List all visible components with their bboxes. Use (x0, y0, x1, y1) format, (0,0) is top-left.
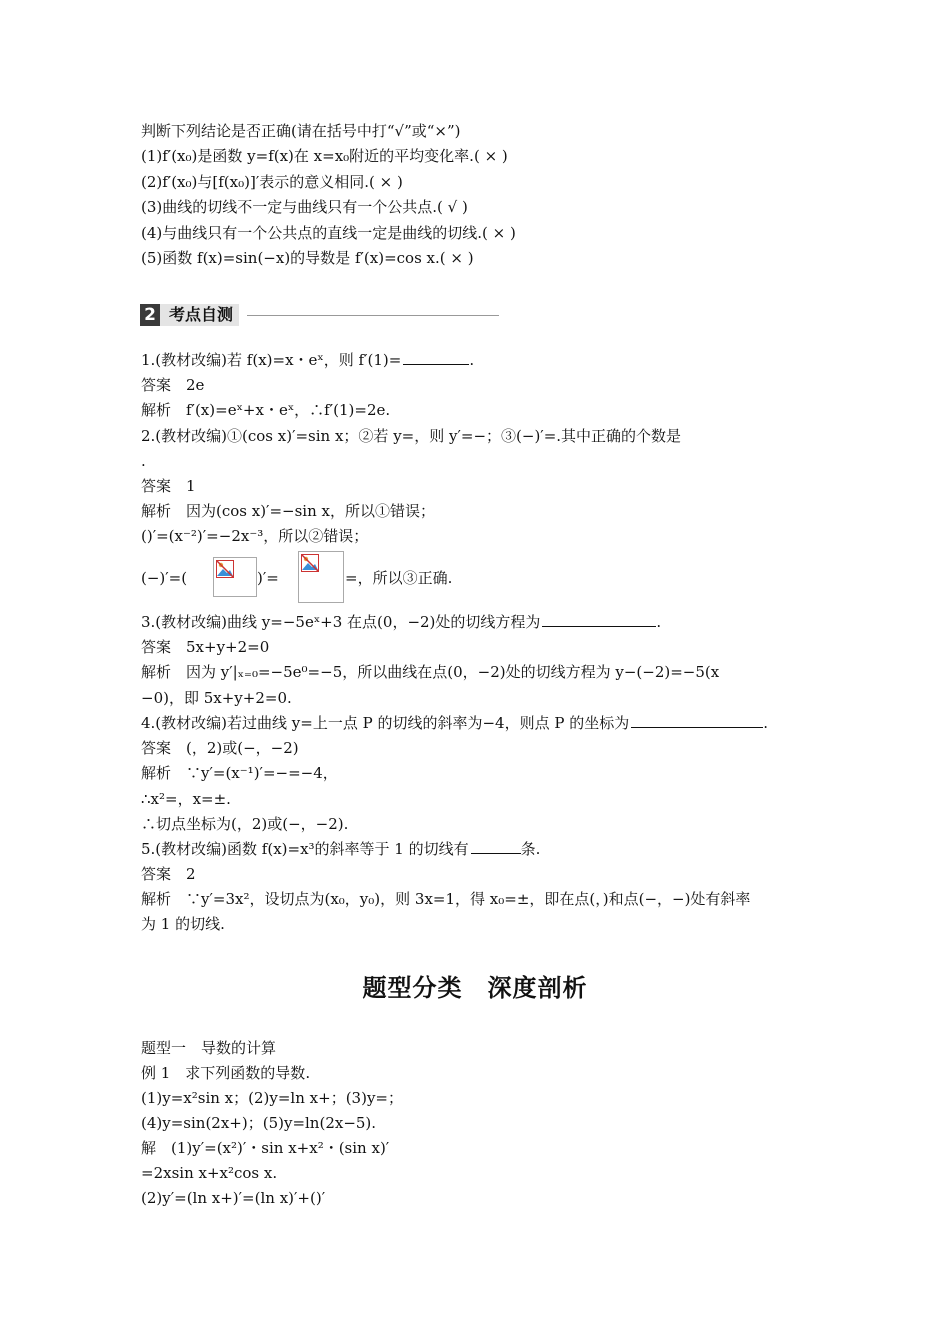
intro-line-2: (2)f′(x₀)与[f(x₀)]′表示的意义相同.( × ) (141, 173, 403, 191)
q2-analysis: 解析 因为(cos x)′=−sin x，所以①错误； (141, 502, 435, 520)
solution-line-3: (2)y′=(ln x+)′=(ln x)′+()′ (141, 1189, 326, 1207)
solution-line-2: =2xsin x+x²cos x. (141, 1164, 278, 1182)
q4-line2: ∴x²=，x=±. (141, 790, 231, 808)
q2-line3-b: )′= (257, 569, 279, 587)
q1-blank (403, 350, 469, 365)
q1-analysis: 解析 f′(x)=eˣ+x・eˣ，∴f′(1)=2e. (141, 401, 391, 419)
q1-answer: 答案 2e (141, 376, 205, 394)
q3-blank (542, 612, 656, 627)
broken-image-2 (298, 551, 344, 603)
q4-answer: 答案 (，2)或(−，−2) (141, 739, 299, 757)
example-title: 例 1 求下列函数的导数. (141, 1064, 311, 1082)
q2-line3-c: =，所以③正确. (345, 569, 453, 587)
broken-image-1 (213, 557, 257, 597)
q2-stem: 2.(教材改编)①(cos x)′=sin x；②若 y=，则 y′=−；③(−)′=.其中正确的个数是 (141, 427, 682, 445)
q3-stem: 3.(教材改编)曲线 y=−5eˣ+3 在点(0，−2)处的切线方程为 . (141, 613, 662, 631)
q3-analysis: 解析 因为 y′|ₓ₌₀=−5e⁰=−5，所以曲线在点(0，−2)处的切线方程为 y−(−2)=−5(x (141, 663, 720, 681)
q4-stem-text: 4.(教材改编)若过曲线 y=上一点 P 的切线的斜率为−4，则点 P 的坐标为 (141, 714, 630, 732)
q4-stem: 4.(教材改编)若过曲线 y=上一点 P 的切线的斜率为−4，则点 P 的坐标为 . (141, 714, 768, 732)
intro-line-3: (3)曲线的切线不一定与曲线只有一个公共点.( √ ) (141, 198, 468, 216)
example-items-1: (1)y=x²sin x；(2)y=ln x+；(3)y=； (141, 1089, 403, 1107)
q5-stem-tail: 条. (520, 840, 541, 858)
topic-heading: 题型一 导数的计算 (141, 1039, 277, 1057)
solution-line-1: 解 (1)y′=(x²)′・sin x+x²・(sin x)′ (141, 1139, 390, 1157)
q5-stem-text: 5.(教材改编)函数 f(x)=x³的斜率等于 1 的切线有 (141, 840, 469, 858)
q4-analysis: 解析 ∵y′=(x⁻¹)′=−=−4， (141, 764, 338, 782)
q5-stem (141, 839, 540, 859)
intro-line-5: (5)函数 f(x)=sin(−x)的导数是 f′(x)=cos x.( × ) (141, 249, 474, 267)
q5-answer: 答案 2 (141, 865, 196, 883)
q4-blank (631, 713, 763, 728)
intro-line-4: (4)与曲线只有一个公共点的直线一定是曲线的切线.( × ) (141, 224, 516, 242)
q4-line3: ∴切点坐标为(，2)或(−，−2). (141, 815, 349, 833)
q2-answer: 答案 1 (141, 477, 196, 495)
main-title: 题型分类 深度剖析 (362, 974, 588, 1002)
section-number: 2 (140, 304, 160, 326)
example-items-2: (4)y=sin(2x+)；(5)y=ln(2x−5). (141, 1114, 377, 1132)
q3-stem-text: 3.(教材改编)曲线 y=−5eˣ+3 在点(0，−2)处的切线方程为 (141, 613, 541, 631)
image-placeholder-icon (301, 554, 319, 572)
q5-analysis2: 为 1 的切线. (141, 915, 225, 933)
q1-stem: 1.(教材改编)若 f(x)=x・eˣ，则 f′(1)= . (141, 351, 475, 369)
q3-answer: 答案 5x+y+2=0 (141, 638, 270, 656)
q5-analysis: 解析 ∵y′=3x²，设切点为(x₀，y₀)，则 3x=1，得 x₀=±，即在点(，)和点(−，−)处有斜率 (141, 890, 751, 908)
q2-line2: ()′=(x⁻²)′=−2x⁻³，所以②错误； (141, 527, 369, 545)
q5-blank (471, 839, 521, 854)
section-header (140, 304, 499, 326)
q2-line3-a: (−)′=( (141, 569, 188, 587)
image-placeholder-icon (216, 560, 234, 578)
q1-stem-text: 1.(教材改编)若 f(x)=x・eˣ，则 f′(1)= (141, 351, 402, 369)
intro-line-0: 判断下列结论是否正确(请在括号中打“√”或“×”) (141, 122, 461, 140)
q3-analysis2: −0)，即 5x+y+2=0. (141, 689, 292, 707)
section-title: 考点自测 (160, 304, 239, 326)
intro-line-1: (1)f′(x₀)是函数 y=f(x)在 x=x₀附近的平均变化率.( × ) (141, 147, 508, 165)
q2-stem-cont: . (141, 452, 146, 470)
section-rule (247, 315, 499, 316)
